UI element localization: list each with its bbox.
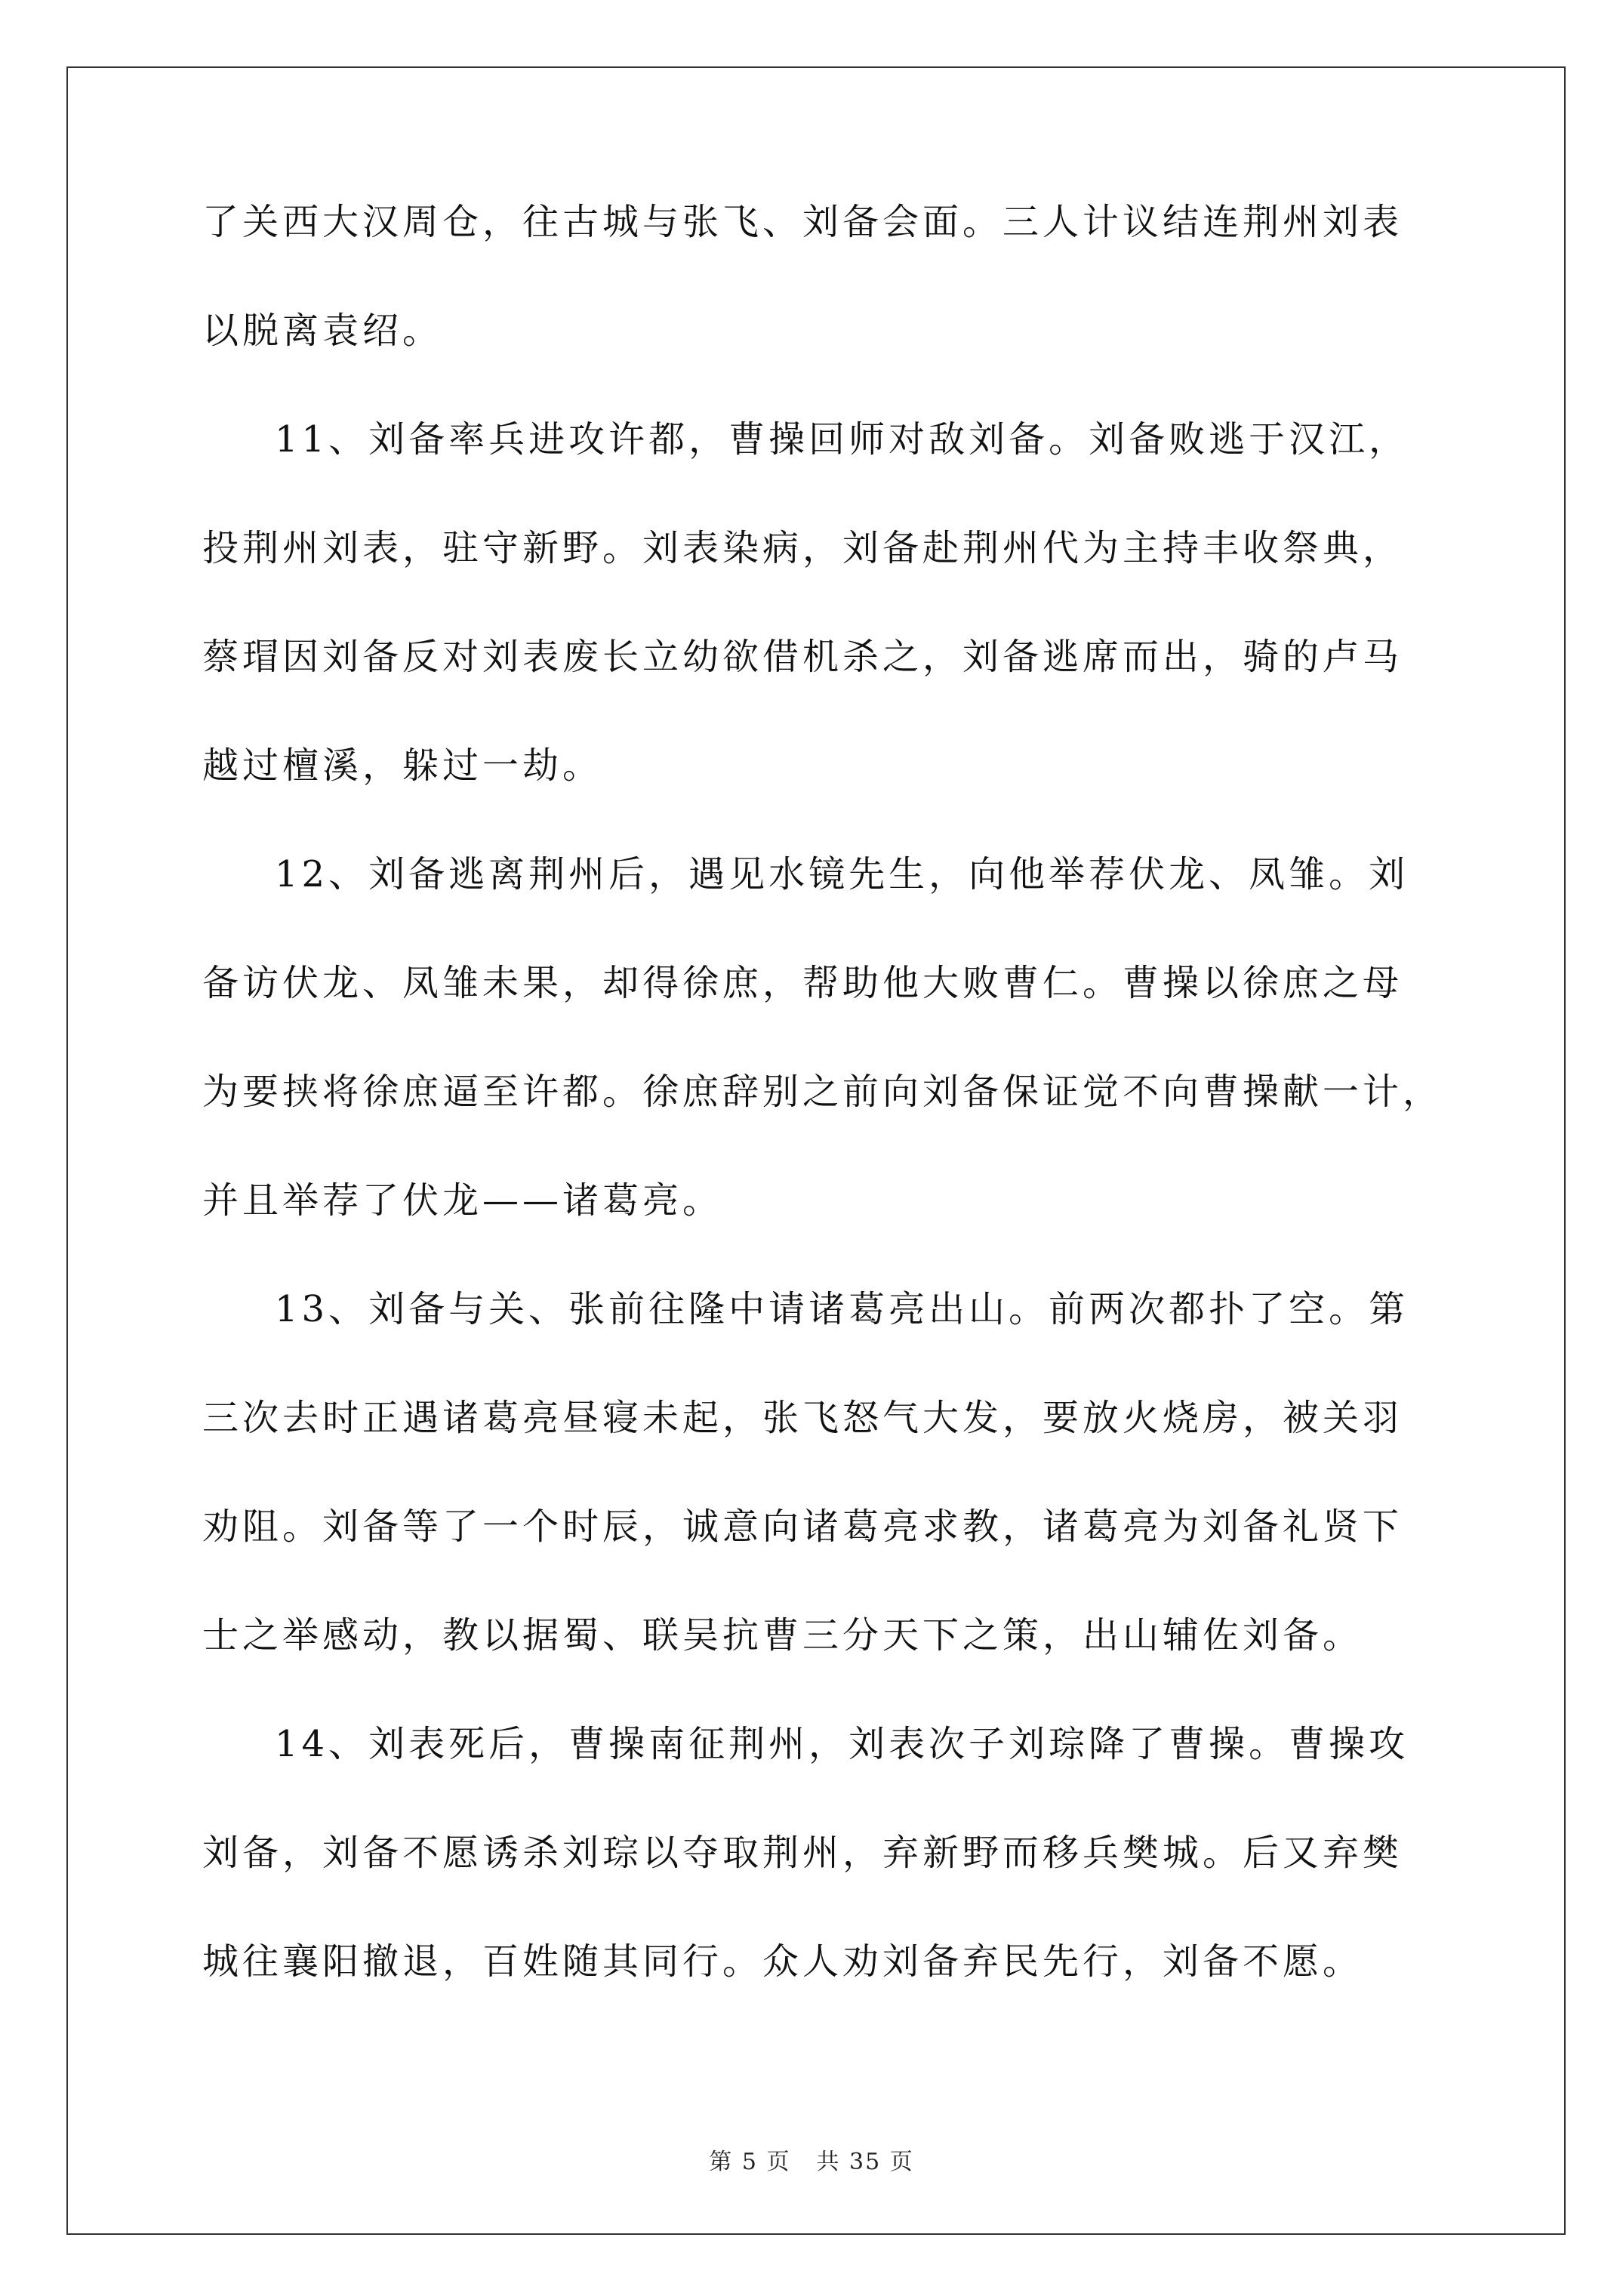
text-line: 城往襄阳撤退，百姓随其同行。众人劝刘备弃民先行，刘备不愿。 — [202, 1940, 1363, 1983]
text-line: 为要挟将徐庶逼至许都。徐庶辞别之前向刘备保证觉不向曹操献一计， — [202, 1071, 1443, 1113]
text-line: 11、刘备率兵进攻许都，曹操回师对敌刘备。刘备败逃于汉江， — [275, 418, 1409, 461]
text-line: 13、刘备与关、张前往隆中请诸葛亮出山。前两次都扑了空。第 — [275, 1288, 1409, 1330]
paragraph-12 — [202, 847, 1443, 1228]
text-line: 士之举感动，教以据蜀、联吴抗曹三分天下之策，出山辅佐刘备。 — [202, 1614, 1363, 1657]
text-line: 蔡瑁因刘备反对刘表废长立幼欲借机杀之，刘备逃席而出，骑的卢马 — [202, 636, 1403, 678]
text-line: 三次去时正遇诸葛亮昼寝未起，张飞怒气大发，要放火烧房，被关羽 — [202, 1397, 1403, 1439]
page-footer — [0, 2143, 1623, 2176]
paragraph-11 — [202, 412, 1440, 793]
text-line: 投荆州刘表，驻守新野。刘表染病，刘备赴荆州代为主持丰收祭典， — [202, 527, 1403, 569]
page-total: 共 35 页 — [816, 2149, 914, 2175]
paragraph-14 — [202, 1717, 1440, 1989]
text-line: 了关西大汉周仓，往古城与张飞、刘备会面。三人计议结连荆州刘表 — [202, 201, 1403, 243]
text-line: 并且举荐了伏龙——诸葛亮。 — [202, 1179, 723, 1222]
document-body — [202, 195, 1443, 2001]
text-line: 越过檀溪，躲过一劫。 — [202, 744, 603, 787]
text-line: 劝阻。刘备等了一个时辰，诚意向诸葛亮求教，诸葛亮为刘备礼贤下 — [202, 1505, 1403, 1548]
paragraph-continuation — [202, 195, 1440, 358]
text-line: 以脱离袁绍。 — [202, 310, 443, 352]
text-line: 备访伏龙、凤雏未果，却得徐庶，帮助他大败曹仁。曹操以徐庶之母 — [202, 962, 1403, 1004]
text-line: 14、刘表死后，曹操南征荆州，刘表次子刘琮降了曹操。曹操攻 — [275, 1723, 1409, 1765]
page-number: 第 5 页 — [709, 2149, 791, 2175]
text-line: 刘备，刘备不愿诱杀刘琮以夺取荆州，弃新野而移兵樊城。后又弃樊 — [202, 1832, 1403, 1874]
text-line: 12、刘备逃离荆州后，遇见水镜先生，向他举荐伏龙、凤雏。刘 — [275, 853, 1409, 895]
paragraph-13 — [202, 1282, 1440, 1663]
